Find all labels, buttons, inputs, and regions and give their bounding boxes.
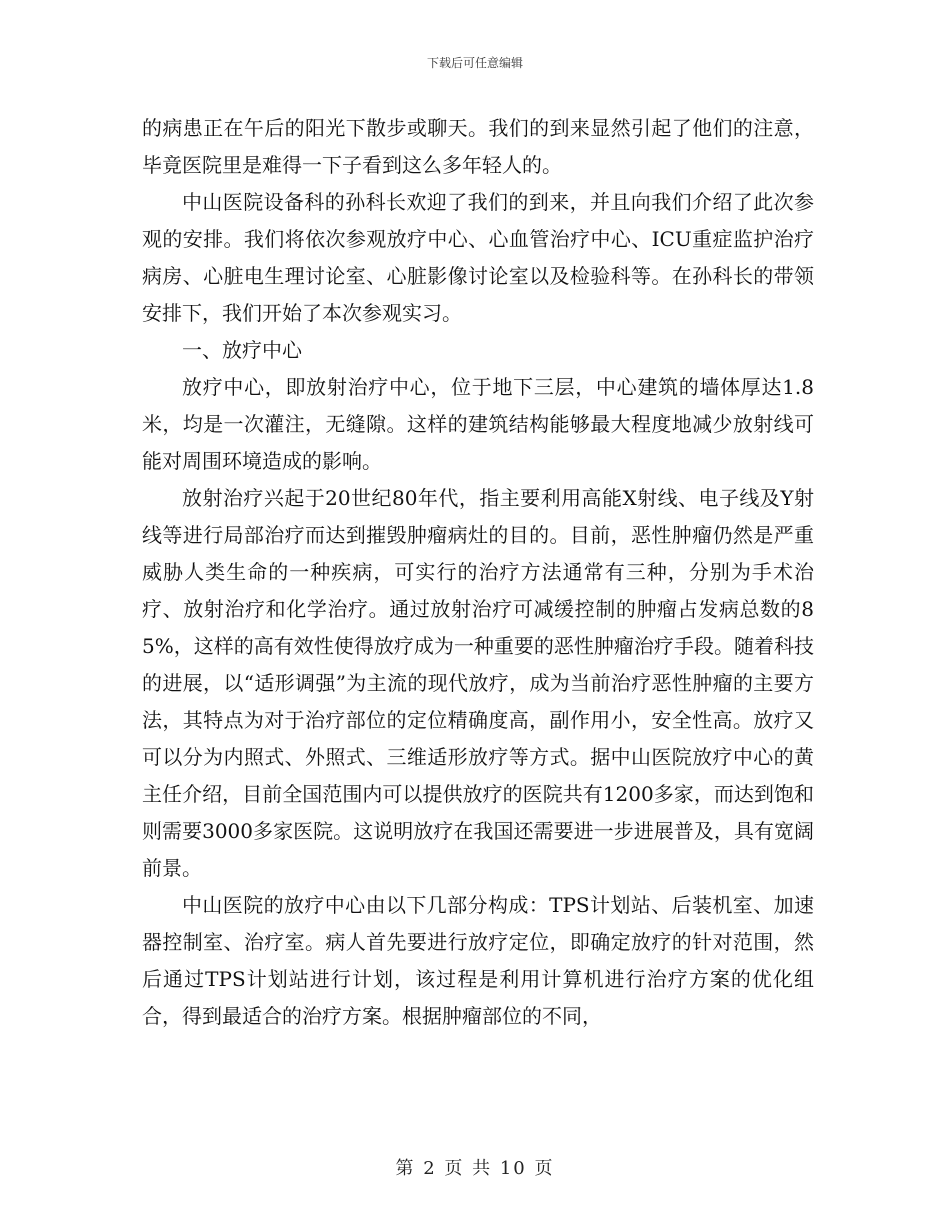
page-number: 第 2 页 共 10 页: [395, 1158, 555, 1179]
paragraph-1: 的病患正在午后的阳光下散步或聊天。我们的到来显然引起了他们的注意，毕竟医院里是难得一下子看到这么多年轻人的。: [142, 116, 814, 177]
document-body: [142, 110, 814, 1035]
paragraph-2: 中山医院设备科的孙科长欢迎了我们的到来，并且向我们介绍了此次参观的安排。我们将依次参观放疗中心、心血管治疗中心、ICU重症监护治疗病房、心脏电生理讨论室、心脏影像讨论室以及检验科等。在孙科长的带领安排下，我们开始了本次参观实习。: [142, 190, 814, 325]
section-heading: 一、放疗中心: [182, 338, 302, 362]
page-header: 下载后可任意编辑: [426, 56, 523, 70]
paragraph-5: 中山医院的放疗中心由以下几部分构成：TPS计划站、后装机室、加速器控制室、治疗室。病人首先要进行放疗定位，即确定放疗的针对范围，然后通过TPS计划站进行计划，该过程是利用计算机进行治疗方案的优化组合，得到最适合的治疗方案。根据肿瘤部位的不同，: [142, 893, 814, 1028]
paragraph-3: 放疗中心，即放射治疗中心，位于地下三层，中心建筑的墙体厚达1.8米，均是一次灌注，无缝隙。这样的建筑结构能够最大程度地减少放射线可能对周围环境造成的影响。: [142, 375, 814, 473]
paragraph-4: 放射治疗兴起于20世纪80年代，指主要利用高能X射线、电子线及Y射线等进行局部治疗而达到摧毁肿瘤病灶的目的。目前，恶性肿瘤仍然是严重威胁人类生命的一种疾病，可实行的治疗方法通常有三种，分别为手术治疗、放射治疗和化学治疗。通过放射治疗可减缓控制的肿瘤占发病总数的85%，这样的高有效性使得放疗成为一种重要的恶性肿瘤治疗手段。随着科技的进展，以“适形调强”为主流的现代放疗，成为当前治疗恶性肿瘤的主要方法，其特点为对于治疗部位的定位精确度高，副作用小，安全性高。放疗又可以分为内照式、外照式、三维适形放疗等方式。据中山医院放疗中心的黄主任介绍，目前全国范围内可以提供放疗的医院共有1200多家，而达到饱和则需要3000多家医院。这说明放疗在我国还需要进一步进展普及，具有宽阔前景。: [142, 486, 814, 880]
